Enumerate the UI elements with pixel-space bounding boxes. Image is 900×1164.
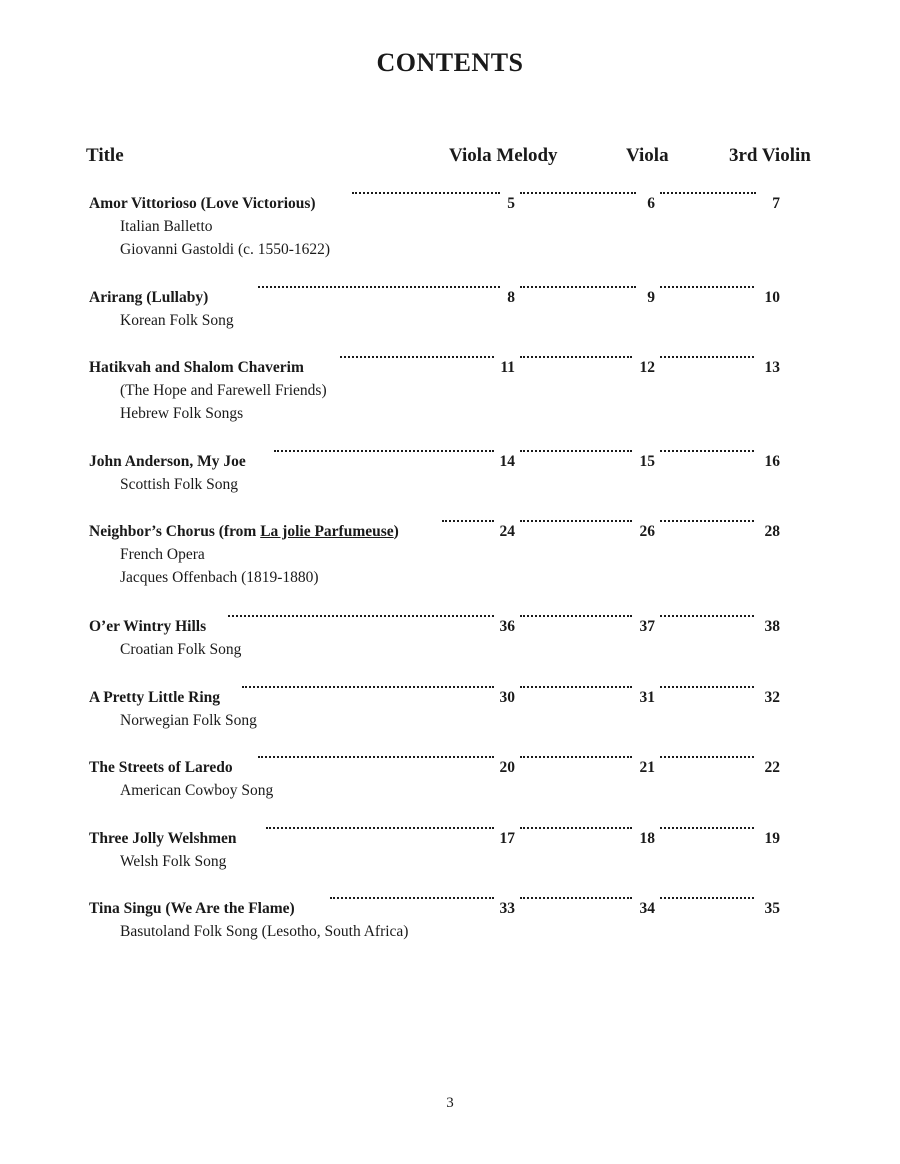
dot-leader [274,450,494,452]
toc-entry[interactable] [0,286,900,332]
entry-title[interactable]: Amor Vittorioso (Love Victorious) [89,195,316,212]
page-viola: 34 [639,900,655,917]
dot-leader [520,286,636,288]
page-viola: 21 [639,759,655,776]
dot-leader [660,520,754,522]
page-viola: 26 [639,523,655,540]
column-headers [0,145,900,173]
entry-title[interactable]: O’er Wintry Hills [89,618,207,635]
dot-leader [660,827,754,829]
page-third-violin: 22 [764,759,780,776]
dot-leader [520,450,632,452]
toc-entry[interactable] [0,756,900,802]
entry-subtitle: Basutoland Folk Song (Lesotho, South Africa) [120,923,409,940]
dot-leader [520,520,632,522]
page-viola-melody: 20 [499,759,515,776]
page-third-violin: 10 [764,289,780,306]
page-third-violin: 38 [764,618,780,635]
entry-title-text: ) [393,523,399,540]
dot-leader [660,686,754,688]
toc-entry[interactable] [0,520,900,589]
toc-entry[interactable] [0,686,900,732]
page-viola-melody: 30 [499,689,515,706]
dot-leader [520,756,632,758]
dot-leader [258,756,494,758]
page-viola-melody: 17 [499,830,515,847]
column-header-viola-melody: Viola Melody [449,145,558,166]
entry-subtitle: Hebrew Folk Songs [120,405,244,422]
opera-title-underlined: La jolie Parfumeuse [260,523,394,540]
page-viola: 15 [639,453,655,470]
toc-entry[interactable] [0,615,900,661]
dot-leader [660,450,754,452]
entry-subtitle: Korean Folk Song [120,312,234,329]
dot-leader [266,827,494,829]
page-third-violin: 13 [764,359,780,376]
entry-title-text: Neighbor’s Chorus (from [89,523,261,540]
toc-entry[interactable] [0,356,900,425]
dot-leader [258,286,500,288]
page-third-violin: 35 [764,900,780,917]
dot-leader [660,615,754,617]
page-third-violin: 16 [764,453,780,470]
page-viola: 18 [639,830,655,847]
dot-leader [340,356,494,358]
column-header-title: Title [86,145,124,166]
entry-title[interactable]: The Streets of Laredo [89,759,233,776]
dot-leader [660,192,756,194]
dot-leader [520,897,632,899]
dot-leader [228,615,494,617]
entry-title[interactable]: Three Jolly Welshmen [89,830,237,847]
entry-title[interactable]: A Pretty Little Ring [89,689,221,706]
entry-subtitle: Croatian Folk Song [120,641,242,658]
entry-composer: Jacques Offenbach (1819-1880) [120,569,319,586]
dot-leader [660,286,754,288]
page-viola: 12 [639,359,655,376]
toc-entry[interactable] [0,450,900,496]
page-viola-melody: 11 [500,359,515,376]
entry-subtitle: Norwegian Folk Song [120,712,257,729]
dot-leader [520,192,636,194]
dot-leader [442,520,494,522]
column-header-third-violin: 3rd Violin [729,145,811,166]
page-third-violin: 19 [764,830,780,847]
dot-leader [352,192,500,194]
toc-entry[interactable] [0,192,900,261]
entry-title[interactable]: John Anderson, My Joe [89,453,246,470]
page-title: CONTENTS [376,48,524,77]
page-viola: 37 [639,618,655,635]
column-header-viola: Viola [626,145,669,166]
dot-leader [520,615,632,617]
page-third-violin: 32 [764,689,780,706]
entry-subtitle: American Cowboy Song [120,782,274,799]
entry-subtitle: French Opera [120,546,205,563]
toc-entry[interactable] [0,827,900,873]
entry-subtitle: Scottish Folk Song [120,476,238,493]
page-viola: 9 [647,289,655,306]
entry-subtitle: Italian Balletto [120,218,213,235]
page-viola-melody: 8 [507,289,515,306]
dot-leader [660,356,754,358]
page-viola-melody: 33 [499,900,515,917]
dot-leader [660,756,754,758]
toc-entry[interactable] [0,897,900,943]
page-viola-melody: 24 [499,523,515,540]
dot-leader [520,356,632,358]
dot-leader [242,686,494,688]
entry-composer: Giovanni Gastoldi (c. 1550-1622) [120,241,331,258]
page-third-violin: 28 [764,523,780,540]
page-viola-melody: 14 [499,453,515,470]
dot-leader [330,897,494,899]
page-third-violin: 7 [772,195,780,212]
page-viola-melody: 36 [499,618,515,635]
entry-title[interactable]: Hatikvah and Shalom Chaverim [89,359,304,376]
page-number: 3 [446,1095,454,1111]
entry-title[interactable]: Arirang (Lullaby) [89,289,209,306]
entry-title[interactable]: Tina Singu (We Are the Flame) [89,900,295,917]
entry-title[interactable] [89,520,399,543]
dot-leader [520,686,632,688]
page-viola: 6 [647,195,655,212]
dot-leader [660,897,754,899]
dot-leader [520,827,632,829]
page-viola-melody: 5 [507,195,515,212]
page-viola: 31 [639,689,655,706]
entry-subtitle: Welsh Folk Song [120,853,227,870]
entry-subtitle: (The Hope and Farewell Friends) [120,382,327,399]
